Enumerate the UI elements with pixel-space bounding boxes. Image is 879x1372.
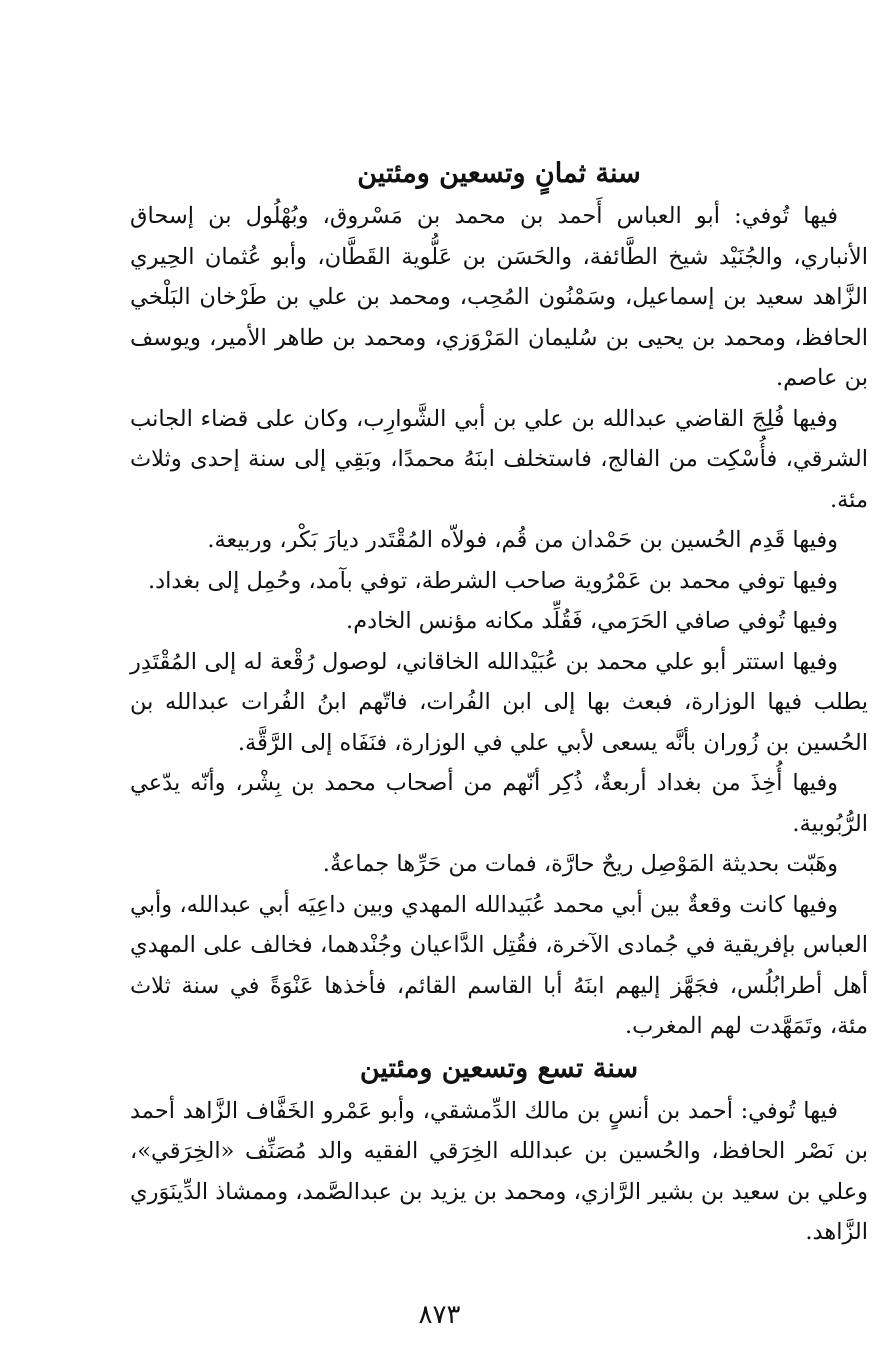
paragraph-khaqani: وفيها استتر أبو علي محمد بن عُبَيْدالله الخاقاني، لوصول رُقْعة له إلى المُقْتَدِر يطلب فيها الوزارة، فبعث بها إلى ابن الفُرات، فاتّهم ابنُ الفُرات عبدالله بن الحُسين بن زُوران بأنَّه يسعى لأبي علي في الوزارة، فنَفَاه إلى الرَّقَّة. [130,648,868,756]
paragraph-police-chief: وفيها توفي محمد بن عَمْرُوية صاحب الشرطة، توفي بآمد، وحُمِل إلى بغداد. [148,567,838,594]
paragraph-deaths-298: فيها تُوفي: أبو العباس أَحمد بن محمد بن مَسْروق، وبُهْلُول بن إسحاق الأنباري، والجُنَيْد شيخ الطَّائفة، والحَسَن بن عَلُّوية القَطَّان، وأبو عُثمان الحِيري الزَّاهد سعيد بن إسماعيل، وسَمْنُون المُحِب، ومحمد بن علي بن طَرْخان البَلْخي الحافظ، ومحمد بن يحيى بن سُليمان المَرْوَزي، ومحمد بن طاهر الأمير، ويوسف بن عاصم. [130,203,868,391]
paragraph-four-taken: وفيها أُخِذَ من بغداد أربعةٌ، ذُكِر أنّهم من أصحاب محمد بن بِشْر، وأنّه يدّعي الرُّبُوبية. [130,770,868,837]
paragraph-hot-wind: وهَبّت بحديثة المَوْصِل ريحٌ حارَّة، فمات من حَرِّها جماعةٌ. [322,851,838,877]
section-heading-299: سنة تسع وتسعين ومئتين [359,1052,639,1084]
paragraph-deaths-299: فيها تُوفي: أحمد بن أنسٍ بن مالك الدِّمشقي، وأبو عَمْرو الخَفَّاف الزَّاهد أحمد بن نَصْر الحافظ، والحُسين بن عبدالله الخِرَقي الفقيه والد مُصَنِّف «الخِرَقي»، وعلي بن سعيد بن بشير الرَّازي، ومحمد بن يزيد بن عبدالصَّمد، وممشاذ الدِّينَوَري الزَّاهد. [130,1097,868,1245]
page-number: ٨٧٣ [418,1300,461,1330]
paragraph-judge-paralysis: وفيها فُلِجَ القاضي عبدالله بن علي بن أبي الشَّوارِب، وكان على قضاء الجانب الشرقي، فأُسْكِت من الفالج، فاستخلف ابنَهُ محمدًا، وبَقِي إلى سنة إحدى وثلاث مئة. [130,405,868,513]
paragraph-safi-harami: وفيها تُوفي صافي الحَرَمي، فَقُلِّد مكانه مؤنس الخادم. [346,608,838,634]
paragraph-mahdi-battle: وفيها كانت وقعةٌ بين أبي محمد عُبَيدالله المهدي وبين داعِيَه أبي عبدالله، وأبي العباس بإفريقية في جُمادى الآخرة، فقُتِل الدَّاعيان وجُنْدهما، فخالف على المهدي أهل أطرابُلُس، فجَهَّز إليهم ابنَهُ أبا القاسم القائم، فأخذها عَنْوَةً في سنة ثلاث مئة، وتَمَهَّدت لهم المغرب. [130,891,868,1039]
paragraph-husayn-hamdan: وفيها قَدِم الحُسين بن حَمْدان من قُم، فولاّه المُقْتَدر ديارَ بَكْر، وربيعة. [207,527,838,553]
page-body [130,152,868,1253]
section-heading-298: سنة ثمانٍ وتسعين ومئتين [357,158,641,189]
